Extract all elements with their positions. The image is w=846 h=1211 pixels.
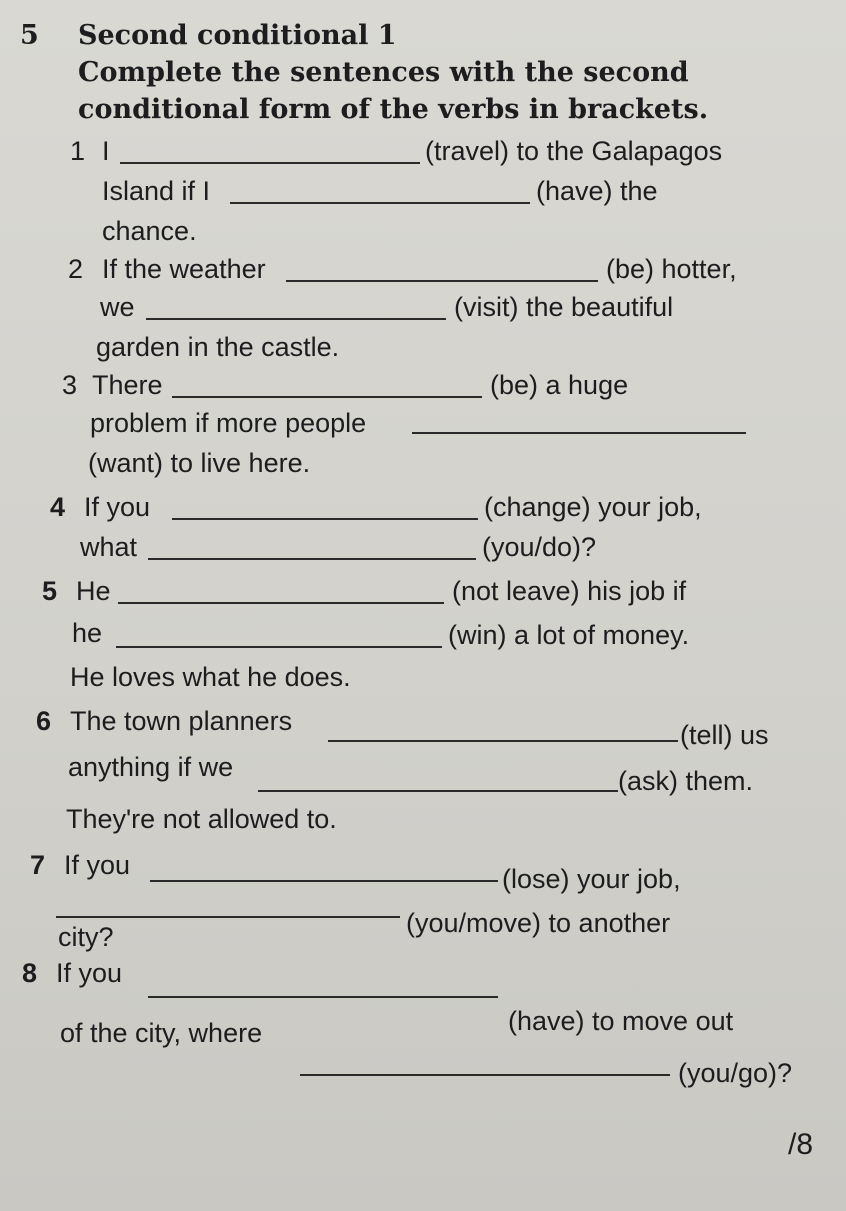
item-1-blank-2[interactable] (230, 202, 530, 204)
item-5-text-e: He loves what he does. (70, 662, 351, 692)
item-2-text-a: If the weather (102, 254, 266, 284)
item-1-text-a: I (102, 136, 110, 166)
score-total: /8 (788, 1128, 814, 1161)
item-8-blank-1[interactable] (148, 996, 498, 998)
item-3-blank-1[interactable] (172, 396, 482, 398)
item-4-text-d: (you/do)? (482, 532, 597, 562)
item-2-text-e: garden in the castle. (96, 332, 340, 362)
item-4-text-b: (change) your job, (484, 492, 702, 522)
item-2-text-b: (be) hotter, (606, 254, 737, 284)
item-7-text-b: (lose) your job, (502, 864, 681, 894)
item-5-text-c: he (72, 618, 103, 648)
item-6-text-a: The town planners (70, 706, 293, 736)
item-6-blank-1[interactable] (328, 740, 678, 742)
item-5-number: 5 (42, 576, 58, 606)
item-8-blank-2[interactable] (300, 1074, 670, 1076)
item-6-number: 6 (36, 706, 52, 736)
item-1-blank-1[interactable] (120, 162, 420, 164)
item-3-text-a: There (92, 370, 163, 400)
item-6-text-e: They're not allowed to. (66, 804, 337, 834)
item-2-blank-2[interactable] (146, 318, 446, 320)
item-6-text-c: anything if we (68, 752, 234, 782)
item-7-number: 7 (30, 850, 46, 880)
item-1-text-c: Island if I (102, 176, 211, 206)
item-7-text-d: city? (58, 922, 114, 952)
item-6-text-b: (tell) us (680, 720, 769, 750)
item-4-text-a: If you (84, 492, 151, 522)
item-2-number: 2 (68, 254, 84, 284)
item-5-text-d: (win) a lot of money. (448, 620, 690, 650)
item-1-number: 1 (70, 136, 86, 166)
item-7-text-a: If you (64, 850, 131, 880)
item-5-text-b: (not leave) his job if (452, 576, 687, 606)
item-3-text-b: (be) a huge (490, 370, 629, 400)
item-5-blank-2[interactable] (116, 646, 442, 648)
item-4-blank-1[interactable] (172, 518, 478, 520)
item-5-text-a: He (76, 576, 111, 606)
item-4-blank-2[interactable] (148, 558, 476, 560)
item-6-text-d: (ask) them. (618, 766, 754, 796)
item-4-text-c: what (80, 532, 138, 562)
item-4-number: 4 (50, 492, 66, 522)
item-8-text-d: (you/go)? (678, 1058, 793, 1088)
item-1-text-e: chance. (102, 216, 197, 246)
item-1-text-b: (travel) to the Galapagos (425, 136, 723, 166)
item-8-text-a: If you (56, 958, 123, 988)
item-8-text-b: (have) to move out (508, 1006, 734, 1036)
item-2-text-c: we (100, 292, 135, 322)
exercise-number: 5 (20, 20, 39, 51)
instruction-line-1: Complete the sentences with the second (78, 57, 689, 88)
item-3-number: 3 (62, 370, 78, 400)
item-2-blank-1[interactable] (286, 280, 598, 282)
item-7-blank-2[interactable] (56, 916, 400, 918)
exercise-title: Second conditional 1 (78, 20, 397, 51)
item-3-text-c: problem if more people (90, 408, 367, 438)
item-3-blank-2[interactable] (412, 432, 746, 434)
item-6-blank-2[interactable] (258, 790, 618, 792)
item-8-text-c: of the city, where (60, 1018, 263, 1048)
instruction-line-2: conditional form of the verbs in brackets. (78, 94, 709, 125)
item-7-text-c: (you/move) to another (406, 908, 671, 938)
item-5-blank-1[interactable] (118, 602, 444, 604)
item-7-blank-1[interactable] (150, 880, 498, 882)
item-3-text-d: (want) to live here. (88, 448, 311, 478)
item-2-text-d: (visit) the beautiful (454, 292, 674, 322)
item-1-text-d: (have) the (536, 176, 658, 206)
item-8-number: 8 (22, 958, 38, 988)
